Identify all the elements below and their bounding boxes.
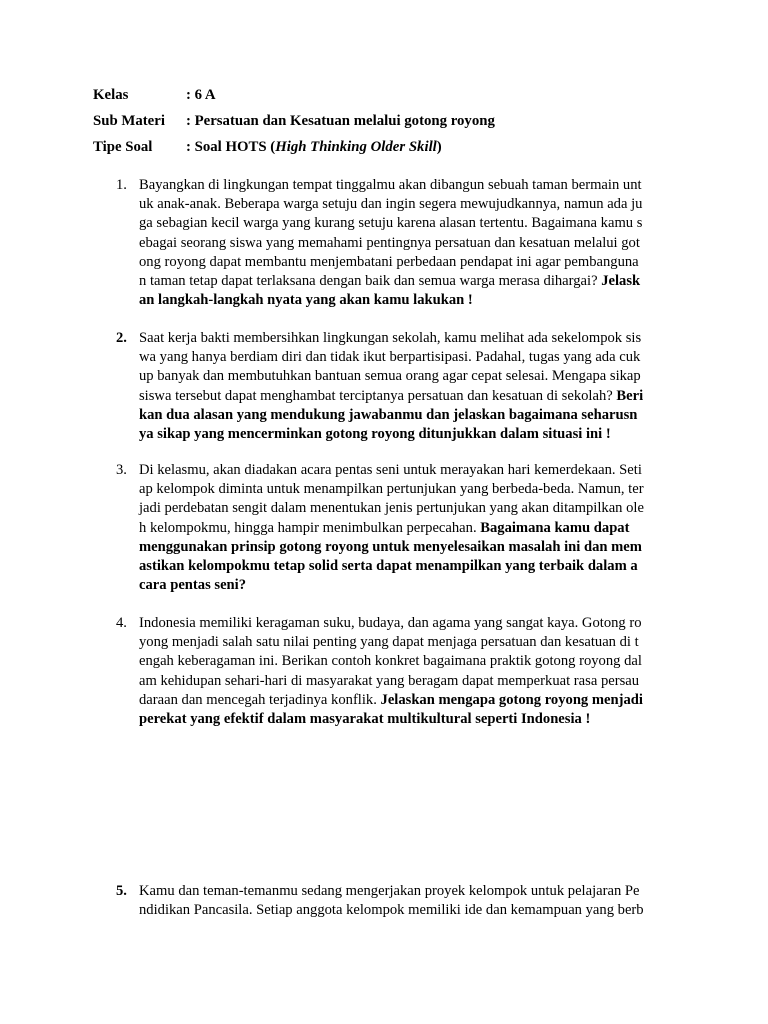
question-instruction-text: perekat yang efektif dalam masyarakat multikultural seperti Indonesia !: [139, 711, 591, 727]
question-line: [139, 673, 639, 690]
kelas-value: : 6 A: [186, 87, 216, 103]
kelas-label: Kelas: [93, 87, 129, 103]
question-text: up banyak dan membutuhkan bantuan semua orang agar cepat selesai. Mengapa sikap: [139, 368, 641, 385]
question-line: [139, 500, 644, 517]
question-text: ga sebagian kecil warga yang kurang setuju karena alasan tertentu. Bagaimana kamu s: [139, 215, 643, 232]
tipe-soal-suffix: ): [436, 139, 442, 155]
question-line: [139, 634, 639, 651]
question-line: [139, 388, 643, 405]
question-instruction-text: ya sikap yang mencerminkan gotong royong ditunjukkan dalam situasi ini !: [139, 426, 611, 442]
sub-materi-value: : Persatuan dan Kesatuan melalui gotong royong: [186, 113, 495, 129]
question-instruction-text: menggunakan prinsip gotong royong untuk menyelesaikan masalah ini dan mem: [139, 538, 642, 555]
question-text: h kelompokmu, hingga hampir menimbulkan perpecahan.: [139, 519, 481, 536]
question-text: ndidikan Pancasila. Setiap anggota kelompok memiliki ide dan kemampuan yang berb: [139, 902, 644, 919]
question-text: n taman tetap dapat terlaksana dengan baik dan semua warga merasa dihargai?: [139, 273, 602, 289]
question-instruction-text: Jelask: [601, 273, 641, 289]
question-line: [139, 481, 644, 498]
question-text: ap kelompok diminta untuk menampilkan pertunjukan yang berbeda-beda. Namun, ter: [139, 481, 644, 498]
question-line: [139, 692, 643, 709]
question-instruction-text: astikan kelompokmu tetap solid serta dapat menampilkan yang terbaik dalam a: [139, 558, 638, 574]
question-number: 1.: [116, 177, 127, 193]
question-text: Saat kerja bakti membersihkan lingkungan sekolah, kamu melihat ada sekelompok sis: [139, 330, 642, 346]
question-text: Kamu dan teman-temanmu sedang mengerjakan proyek kelompok untuk pelajaran Pe: [139, 883, 640, 899]
question-line: [139, 196, 642, 213]
question-text: Indonesia memiliki keragaman suku, budaya, dan agama yang sangat kaya. Gotong ro: [139, 615, 642, 631]
question-text: ebagai seorang siswa yang memahami pentingnya persatuan dan kesatuan melalui got: [139, 234, 640, 251]
question-line: [139, 254, 639, 271]
question-line: [139, 653, 642, 670]
question-line: [139, 292, 473, 309]
question-instruction-text: Beri: [616, 387, 644, 404]
tipe-soal-italic: High Thinking Older Skill: [275, 139, 437, 155]
question-line: [139, 330, 641, 347]
question-line: [139, 235, 640, 252]
question-line: [139, 349, 640, 366]
question-line: [139, 426, 611, 443]
question-instruction-text: Jelaskan mengapa gotong royong menjadi: [380, 691, 643, 708]
question-text: am kehidupan sehari-hari di masyarakat yang beragam dapat memperkuat rasa persau: [139, 672, 640, 689]
question-text: siswa tersebut dapat menghambat terciptanya persatuan dan kesatuan di sekolah?: [139, 387, 617, 404]
question-line: [139, 462, 642, 479]
question-instruction-text: cara pentas seni?: [139, 577, 247, 594]
question-instruction-text: an langkah-langkah nyata yang akan kamu lakukan !: [139, 292, 473, 309]
question-line: [139, 273, 640, 290]
question-line: [139, 407, 637, 424]
question-text: engah keberagaman ini. Berikan contoh konkret bagaimana praktik gotong royong dal: [139, 653, 642, 670]
question-line: [139, 558, 638, 575]
question-line: [139, 177, 642, 194]
question-number: 3.: [116, 462, 127, 478]
question-text: Bayangkan di lingkungan tempat tinggalmu akan dibangun sebuah taman bermain unt: [139, 177, 642, 193]
question-instruction-text: kan dua alasan yang mendukung jawabanmu dan jelaskan bagaimana seharusn: [139, 406, 638, 423]
tipe-soal-value: [186, 139, 442, 156]
question-line: [139, 711, 590, 728]
question-line: [139, 368, 641, 385]
question-line: [139, 215, 642, 232]
question-line: [139, 615, 642, 632]
question-number: 4.: [116, 615, 127, 631]
question-text: Di kelasmu, akan diadakan acara pentas seni untuk merayakan hari kemerdekaan. Seti: [139, 462, 642, 478]
question-text: daraan dan mencegah terjadinya konflik.: [139, 691, 381, 708]
question-text: yong menjadi salah satu nilai penting yang dapat menjaga persatuan dan kesatuan di t: [139, 634, 639, 651]
question-line: [139, 577, 246, 594]
question-text: jadi perdebatan sengit dalam menentukan jenis pertunjukan yang akan ditampilkan ole: [139, 500, 644, 517]
question-text: uk anak-anak. Beberapa warga setuju dan ingin segera mewujudkannya, namun ada ju: [139, 196, 643, 213]
sub-materi-label: Sub Materi: [93, 113, 165, 129]
tipe-soal-label: Tipe Soal: [93, 139, 153, 155]
question-line: [139, 520, 629, 537]
tipe-soal-prefix: : Soal HOTS (: [186, 139, 276, 155]
question-line: [139, 883, 639, 900]
question-text: wa yang hanya berdiam diri dan tidak ikut berpartisipasi. Padahal, tugas yang ada cuk: [139, 349, 641, 366]
question-number: 5.: [116, 883, 127, 899]
question-text: ong royong dapat membantu menjembatani perbedaan pendapat ini agar pembanguna: [139, 253, 639, 270]
question-line: [139, 539, 642, 556]
question-number: 2.: [116, 330, 127, 346]
question-line: [139, 902, 644, 919]
question-instruction-text: Bagaimana kamu dapat: [480, 519, 630, 536]
